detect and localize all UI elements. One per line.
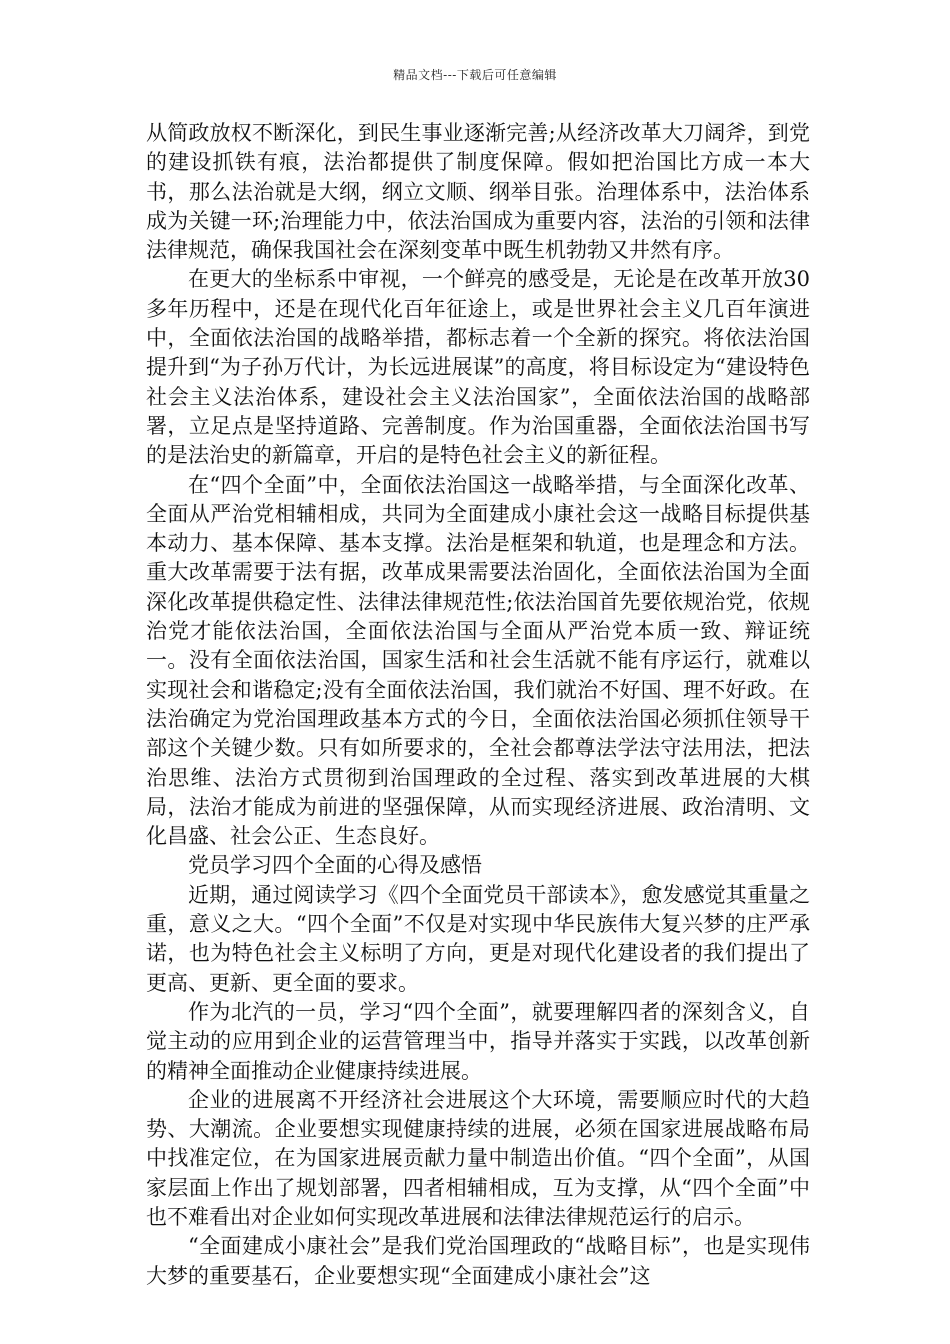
paragraph: 企业的进展离不开经济社会进展这个大环境，需要顺应时代的大趋势、大潮流。企业要想实现健康持续的进展，必须在国家进展战略布局中找准定位，在为国家进展贡献力量中制造出价值。“四个全面”，从国家层面上作出了规划部署，四者相辅相成，互为支撑，从“四个全面”中也不难看出对企业如何实现改革进展和法律法律规范运行的启示。 [146, 1087, 810, 1229]
document-body [146, 119, 810, 1291]
page-header: 精品文档---下载后可任意编辑 [393, 68, 557, 82]
paragraph: “全面建成小康社会”是我们党治国理政的“战略目标”，也是实现伟大梦的重要基石，企业要想实现“全面建成小康社会”这 [146, 1234, 810, 1288]
paragraph: 在更大的坐标系中审视，一个鲜亮的感受是，无论是在改革开放30多年历程中，还是在现代化百年征途上，或是世界社会主义几百年演进中，全面依法治国的战略举措，都标志着一个全新的探究。将依法治国提升到“为子孙万代计，为长远进展谋”的高度，将目标设定为“建设特色社会主义法治体系，建设社会主义法治国家”，全面依法治国的战略部署，立足点是坚持道路、完善制度。作为治国重器，全面依法治国书写的是法治史的新篇章，开启的是特色社会主义的新征程。 [146, 267, 810, 468]
paragraph: 近期，通过阅读学习《四个全面党员干部读本》，愈发感觉其重量之重，意义之大。“四个全面”不仅是对实现中华民族伟大复兴梦的庄严承诺，也为特色社会主义标明了方向，更是对现代化建设者的我们提出了更高、更新、更全面的要求。 [146, 882, 810, 995]
section-heading: 党员学习四个全面的心得及感悟 [188, 853, 482, 878]
paragraph: 从简政放权不断深化，到民生事业逐渐完善;从经济改革大刀阔斧，到党的建设抓铁有痕，法治都提供了制度保障。假如把治国比方成一本大书，那么法治就是大纲，纲立文顺、纲举目张。治理体系中，法治体系成为关键一环;治理能力中，依法治国成为重要内容，法治的引领和法律法律规范，确保我国社会在深刻变革中既生机勃勃又井然有序。 [146, 121, 810, 263]
paragraph: 在“四个全面”中，全面依法治国这一战略举措，与全面深化改革、全面从严治党相辅相成，共同为全面建成小康社会这一战略目标提供基本动力、基本保障、基本支撑。法治是框架和轨道，也是理念和方法。重大改革需要于法有据，改革成果需要法治固化，全面依法治国为全面深化改革提供稳定性、法律法律规范性;依法治国首先要依规治党，依规治党才能依法治国，全面依法治国与全面从严治党本质一致、辩证统一。没有全面依法治国，国家生活和社会生活就不能有序运行，就难以实现社会和谐稳定;没有全面依法治国，我们就治不好国、理不好政。在法治确定为党治国理政基本方式的今日，全面依法治国必须抓住领导干部这个关键少数。只有如所要求的，全社会都尊法学法守法用法，把法治思维、法治方式贯彻到治国理政的全过程、落实到改革进展的大棋局，法治才能成为前进的坚强保障，从而实现经济进展、政治清明、文化昌盛、社会公正、生态良好。 [146, 472, 810, 849]
paragraph: 作为北汽的一员，学习“四个全面”，就要理解四者的深刻含义，自觉主动的应用到企业的运营管理当中，指导并落实于实践，以改革创新的精神全面推动企业健康持续进展。 [146, 999, 810, 1083]
